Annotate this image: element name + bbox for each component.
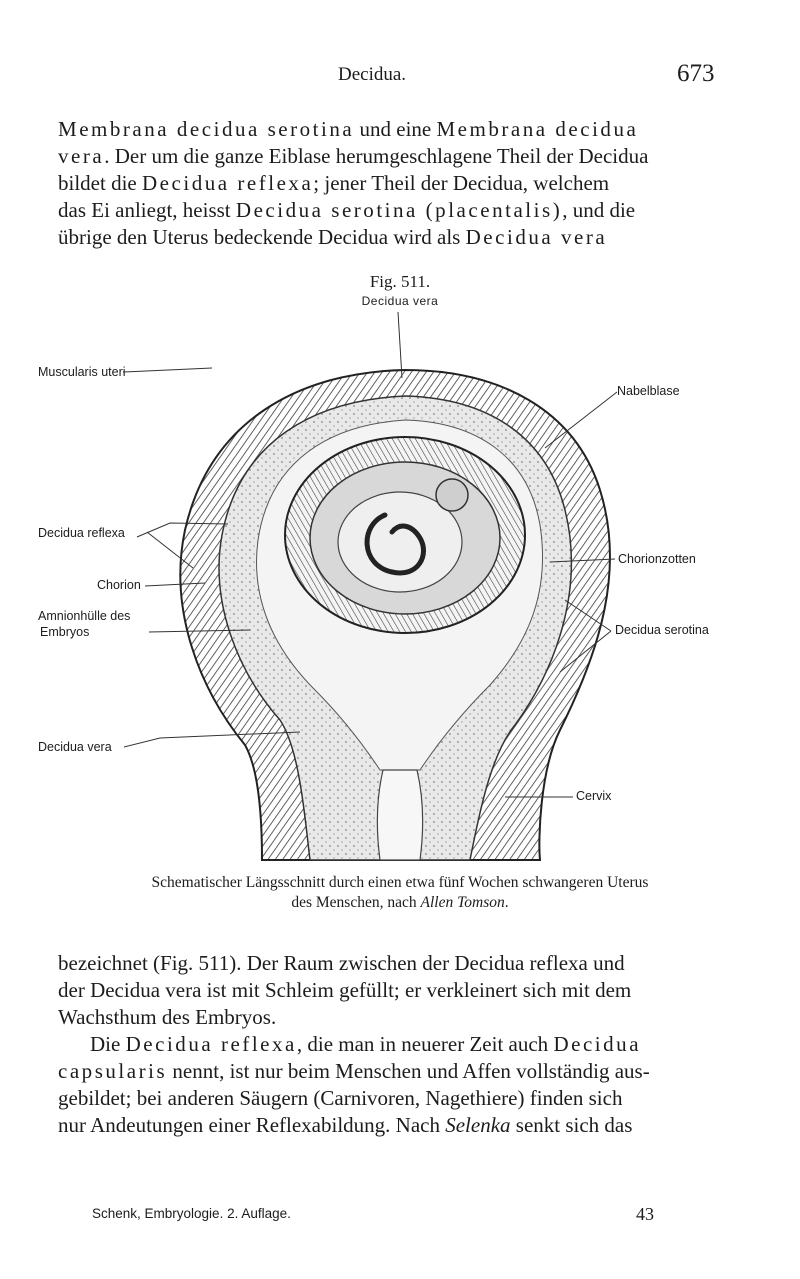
footer-reference: Schenk, Embryologie. 2. Auflage.	[92, 1206, 291, 1221]
text-span: . Der um die ganze Eiblase herumgeschlagene Theil der Decidua	[104, 144, 649, 168]
label-chorion: Chorion	[97, 578, 141, 592]
text-span: senkt sich das	[510, 1113, 633, 1137]
page-footer	[0, 1206, 800, 1228]
page-number: 673	[677, 60, 715, 87]
text-span: .	[504, 894, 509, 911]
spaced-term: capsularis	[58, 1059, 168, 1083]
text-line	[58, 224, 738, 251]
figure-caption	[40, 873, 760, 913]
text-span: ; jener Theil der Decidua, welchem	[313, 171, 610, 195]
label-muscularis-uteri: Muscularis uteri	[38, 365, 126, 379]
caption-line: Schematischer Längsschnitt durch einen etwa fünf Wochen schwangeren Uterus	[151, 874, 649, 891]
figure-uterus-section	[0, 300, 800, 880]
spaced-term: Decidua reflexa	[125, 1032, 297, 1056]
label-decidua-reflexa: Decidua reflexa	[38, 526, 125, 540]
label-chorionzotten: Chorionzotten	[618, 552, 696, 566]
spaced-term: Decidua vera	[465, 225, 608, 249]
spaced-term: Decidua	[553, 1032, 642, 1056]
text-span: nur Andeutungen einer Reflexabildung. Nach	[58, 1113, 446, 1137]
text-line	[58, 170, 738, 197]
spaced-term: Membrana decidua serotina	[58, 117, 355, 141]
text-span: nennt, ist nur beim Menschen und Affen vollständig aus-	[167, 1059, 650, 1083]
label-amnionhuelle-2: Embryos	[40, 625, 90, 639]
yolk-sac	[436, 479, 468, 511]
text-line: Wachsthum des Embryos.	[58, 1005, 277, 1029]
text-line: der Decidua vera ist mit Schleim gefüllt; er verkleinert sich mit dem	[58, 978, 632, 1002]
text-span: bildet die	[58, 171, 142, 195]
label-decidua-vera-left: Decidua vera	[38, 740, 112, 754]
text-line	[58, 143, 738, 170]
running-title: Decidua.	[338, 64, 407, 85]
text-span: des Menschen, nach	[291, 894, 421, 911]
label-cervix: Cervix	[576, 789, 612, 803]
spaced-term: Decidua serotina (placentalis)	[235, 198, 563, 222]
author-name: Selenka	[445, 1113, 511, 1137]
text-span: übrige den Uterus bedeckende Decidua wird als	[58, 225, 466, 249]
text-line	[58, 1031, 738, 1058]
label-nabelblase: Nabelblase	[617, 384, 680, 398]
paragraph-top	[58, 116, 738, 251]
label-decidua-vera-top: Decidua vera	[361, 294, 439, 308]
spaced-term: Membrana decidua	[436, 117, 639, 141]
label-amnionhuelle-1: Amnionhülle des	[38, 609, 131, 623]
text-line	[58, 116, 738, 143]
text-line	[58, 1112, 738, 1139]
label-decidua-serotina: Decidua serotina	[615, 623, 709, 637]
text-line	[58, 1058, 738, 1085]
caption-line	[40, 893, 760, 913]
figure-number: Fig. 511.	[369, 272, 431, 291]
text-span: Die	[90, 1032, 126, 1056]
paragraph-bottom	[58, 950, 738, 1139]
running-header	[0, 62, 800, 92]
signature-mark: 43	[636, 1204, 654, 1224]
text-line: bezeichnet (Fig. 511). Der Raum zwischen der Decidua reflexa und	[58, 951, 625, 975]
cervical-canal	[377, 770, 422, 860]
text-line	[58, 197, 738, 224]
caption-author: Allen Tomson	[420, 894, 505, 911]
text-span: , und die	[562, 198, 636, 222]
spaced-term: Decidua reflexa	[141, 171, 314, 195]
text-span: und eine	[354, 117, 437, 141]
text-span: , die man in neuerer Zeit auch	[296, 1032, 554, 1056]
text-line: gebildet; bei anderen Säugern (Carnivoren, Nagethiere) finden sich	[58, 1086, 623, 1110]
spaced-term: vera	[58, 144, 105, 168]
text-span: das Ei anliegt, heisst	[58, 198, 236, 222]
